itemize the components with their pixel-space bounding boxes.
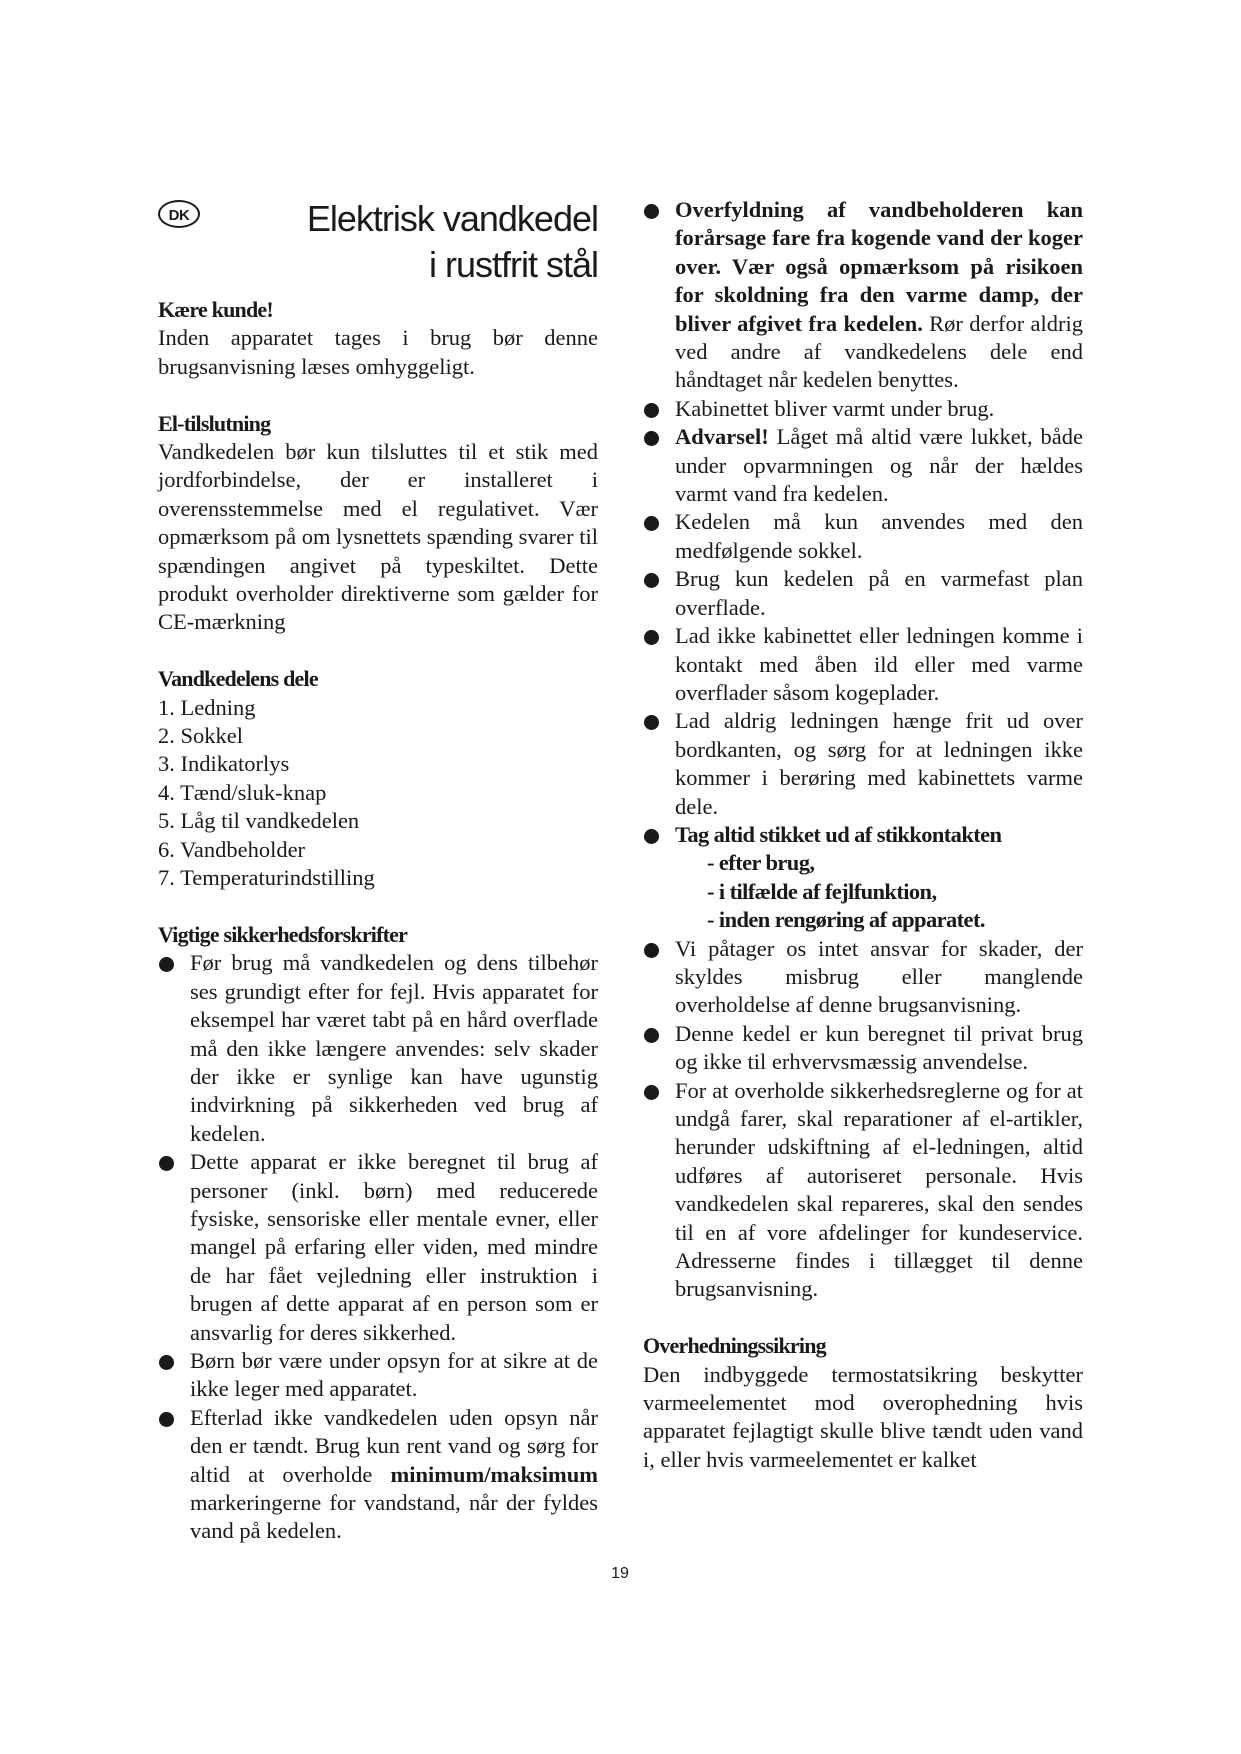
safety-item-bold: minimum/maksimum [390,1461,598,1487]
overheat-text: Den indbyggede termostatsikring beskytter varmeelementet mod overophedning hvis apparatet fejlagtigt skulle blive tændt uden vand i, eller hvis varmeelementet er kalket [643,1361,1083,1472]
safety-item-text: Efterlad ikke vandkedelen uden opsyn når den er tændt. Brug kun rent vand og sørg for altid at overholde [190,1404,598,1487]
safety-item: Før brug må vandkedelen og dens tilbehør ses grundigt efter for fejl. Hvis apparatet for eksempel har været tabt på en hård overflade må den ikke længere anvendes: selv skader der ikke er synlige kan have ugunstig indvirkning på sikkerheden ved brug af kedelen. [158,949,598,1148]
overheat-heading: Overhedningssikring [643,1333,826,1359]
title-line-2: i rustfrit stål [428,244,598,285]
intro-heading: Kære kunde! [158,297,273,322]
page-title [307,196,598,288]
right-column [643,196,1083,1474]
language-badge: DK [158,200,200,228]
left-column [158,196,598,1546]
intro-text: Inden apparatet tages i brug bør denne brugsanvisning læses omhyggeligt. [158,325,598,379]
safety-item: Dette apparat er ikke beregnet til brug af personer (inkl. børn) med reducerede fysiske, sensoriske eller mentale evner, eller mangel på erfaring eller viden, med mindre de har fået vejledning eller instruktion i brugen af dette apparat af en person som er ansvarlig for deres sikkerhed. [158,1148,598,1347]
safety-subitem: - inden rengøring af apparatet. [707,907,985,933]
list-item: 6. Vandbeholder [158,836,306,862]
safety-item-tail: markeringerne for vandstand, når der fyldes vand på kedelen. [190,1490,598,1544]
safety-item: Denne kedel er kun beregnet til privat brug og ikke til erhvervsmæssig anvendelse. [643,1020,1083,1077]
safety-item-bold: Overfyldning af vandbeholderen kan forårsage fare fra kogende vand der koger over. Vær også opmærksom på risikoen for skoldning fra den varme damp, der bliver afgivet fra kedelen. [675,197,1083,336]
parts-heading: Vandkedelens dele [158,666,318,692]
parts-list [158,694,598,893]
safety-item-text: Låget må altid være lukket, både under opvarmningen og når der hældes varmt vand fra kedelen. [675,424,1083,507]
list-item: 4. Tænd/sluk-knap [158,779,327,805]
safety-item [158,1404,598,1546]
safety-item: Børn bør være under opsyn for at sikre at de ikke leger med apparatet. [158,1347,598,1404]
safety-subitem: - i tilfælde af fejlfunktion, [707,878,937,904]
safety-subitem: - efter brug, [707,850,815,876]
page-number: 19 [611,1565,629,1582]
safety-item [643,821,1083,935]
safety-list-right [643,196,1083,1304]
list-item: 7. Temperaturindstilling [158,865,375,891]
list-item: 1. Ledning [158,694,256,720]
safety-item: Brug kun kedelen på en varmefast plan overflade. [643,565,1083,622]
title-block [158,196,598,290]
safety-item: Lad aldrig ledningen hænge frit ud over bordkanten, og sørg for at ledningen ikke kommer i berøring med kabinettets varme dele. [643,707,1083,821]
safety-item: Lad ikke kabinettet eller ledningen komme i kontakt med åben ild eller med varme overflader såsom kogeplader. [643,622,1083,707]
safety-heading: Vigtige sikkerhedsforskrifter [158,921,408,947]
safety-item: Kedelen må kun anvendes med den medfølgende sokkel. [643,508,1083,565]
safety-item-bold: Tag altid stikket ud af stikkontakten [675,821,1002,847]
safety-list-left [158,949,598,1546]
list-item: 3. Indikatorlys [158,751,290,777]
safety-item: Kabinettet bliver varmt under brug. [643,395,1083,423]
connection-heading: El-tilslutning [158,410,271,436]
list-item: 5. Låg til vandkedelen [158,808,360,834]
connection-text: Vandkedelen bør kun tilsluttes til et stik med jordforbindelse, der er installeret i overensstemmelse med el regulativet. Vær opmærksom på om lysnettets spænding svarer til spændingen angivet på typeskiltet. Dette produkt overholder direktiverne som gælder for CE-mærkning [158,439,598,635]
list-item: 2. Sokkel [158,723,244,749]
safety-item: Vi påtager os intet ansvar for skader, der skyldes misbrug eller manglende overholdelse af denne brugsanvisning. [643,935,1083,1020]
warning-label: Advarsel! [675,424,769,450]
safety-item: For at overholde sikkerhedsreglerne og for at undgå farer, skal reparationer af el-artikler, herunder udskiftning af el-ledningen, altid udføres af autoriseret personale. Hvis vandkedelen skal repareres, skal den sendes til en af vore afdelinger for kundeservice. Adresserne findes i tillægget til denne brugsanvisning. [643,1077,1083,1304]
safety-item [643,423,1083,508]
safety-item-text: Rør derfor aldrig ved andre af vandkedelens dele end håndtaget når kedelen benyttes. [675,310,1083,393]
title-line-1: Elektrisk vandkedel [306,198,598,239]
safety-item [643,196,1083,395]
